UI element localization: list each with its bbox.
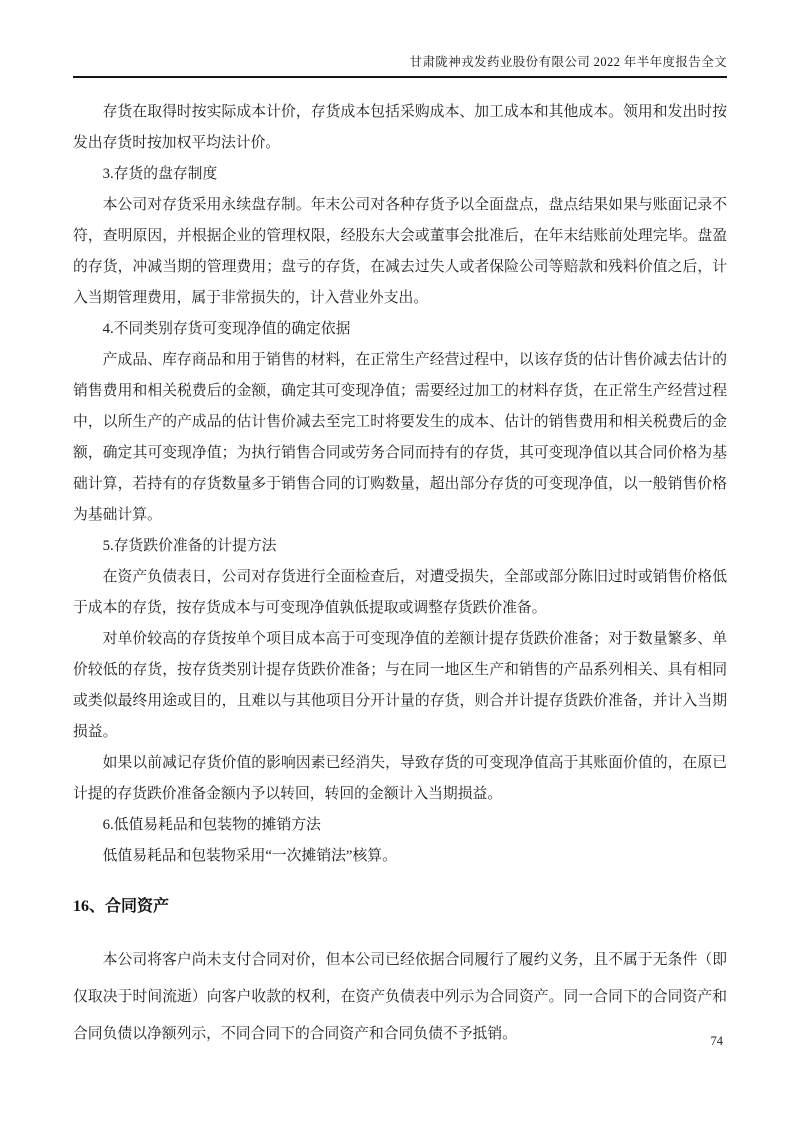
paragraph: 本公司对存货采用永续盘存制。年末公司对各种存货予以全面盘点，盘点结果如果与账面记录不符，查明原因，并根据企业的管理权限，经股东大会或董事会批准后，在年末结账前处理完毕。盘盈的存货，冲减当期的管理费用；盘亏的存货，在减去过失人或者保险公司等赔款和残料价值之后，计入当期管理费用，属于非常损失的，计入营业外支出。 — [73, 197, 727, 306]
numbered-subheading: 6.低值易耗品和包装物的摊销方法 — [102, 817, 321, 833]
report-header-title: 甘肃陇神戎发药业股份有限公司 2022 年半年度报告全文 — [409, 55, 727, 69]
paragraph: 对单价较高的存货按单个项目成本高于可变现净值的差额计提存货跌价准备；对于数量繁多、单价较低的存货，按存货类别计提存货跌价准备；与在同一地区生产和销售的产品系列相关、具有相同或类似最终用途或目的，且难以与其他项目分开计量的存货，则合并计提存货跌价准备，并计入当期损益。 — [73, 631, 727, 740]
section-heading: 16、合同资产 — [73, 898, 170, 915]
page-number: 74 — [710, 1034, 723, 1048]
paragraph: 产成品、库存商品和用于销售的材料，在正常生产经营过程中，以该存货的估计售价减去估计的销售费用和相关税费后的金额，确定其可变现净值；需要经过加工的材料存货，在正常生产经营过程中，以所生产的产成品的估计售价减去至完工时将要发生的成本、估计的销售费用和相关税费后的金额，确定其可变现净值；为执行销售合同或劳务合同而持有的存货，其可变现净值以其合同价格为基础计算，若持有的存货数量多于销售合同的订购数量，超出部分存货的可变现净值，以一般销售价格为基础计算。 — [73, 352, 727, 523]
numbered-subheading: 3.存货的盘存制度 — [102, 166, 218, 182]
paragraph: 存货在取得时按实际成本计价，存货成本包括采购成本、加工成本和其他成本。领用和发出时按发出存货时按加权平均法计价。 — [73, 104, 727, 151]
numbered-subheading: 4.不同类别存货可变现净值的确定依据 — [102, 321, 351, 337]
paragraph: 如果以前减记存货价值的影响因素已经消失，导致存货的可变现净值高于其账面价值的，在原已计提的存货跌价准备金额内予以转回，转回的金额计入当期损益。 — [73, 755, 727, 802]
numbered-subheading: 5.存货跌价准备的计提方法 — [102, 538, 277, 554]
page-header — [73, 0, 727, 78]
paragraph: 本公司将客户尚未支付合同对价，但本公司已经依据合同履行了履约义务，且不属于无条件（即仅取决于时间流逝）向客户收款的权利，在资产负债表中列示为合同资产。同一合同下的合同资产和合同负债以净额列示，不同合同下的合同资产和合同负债不予抵销。 — [73, 952, 727, 1042]
document-body — [73, 76, 727, 1053]
paragraph: 低值易耗品和包装物采用“一次摊销法”核算。 — [102, 848, 397, 864]
paragraph: 在资产负债表日，公司对存货进行全面检查后，对遭受损失，全部或部分陈旧过时或销售价格低于成本的存货，按存货成本与可变现净值孰低提取或调整存货跌价准备。 — [73, 569, 727, 616]
